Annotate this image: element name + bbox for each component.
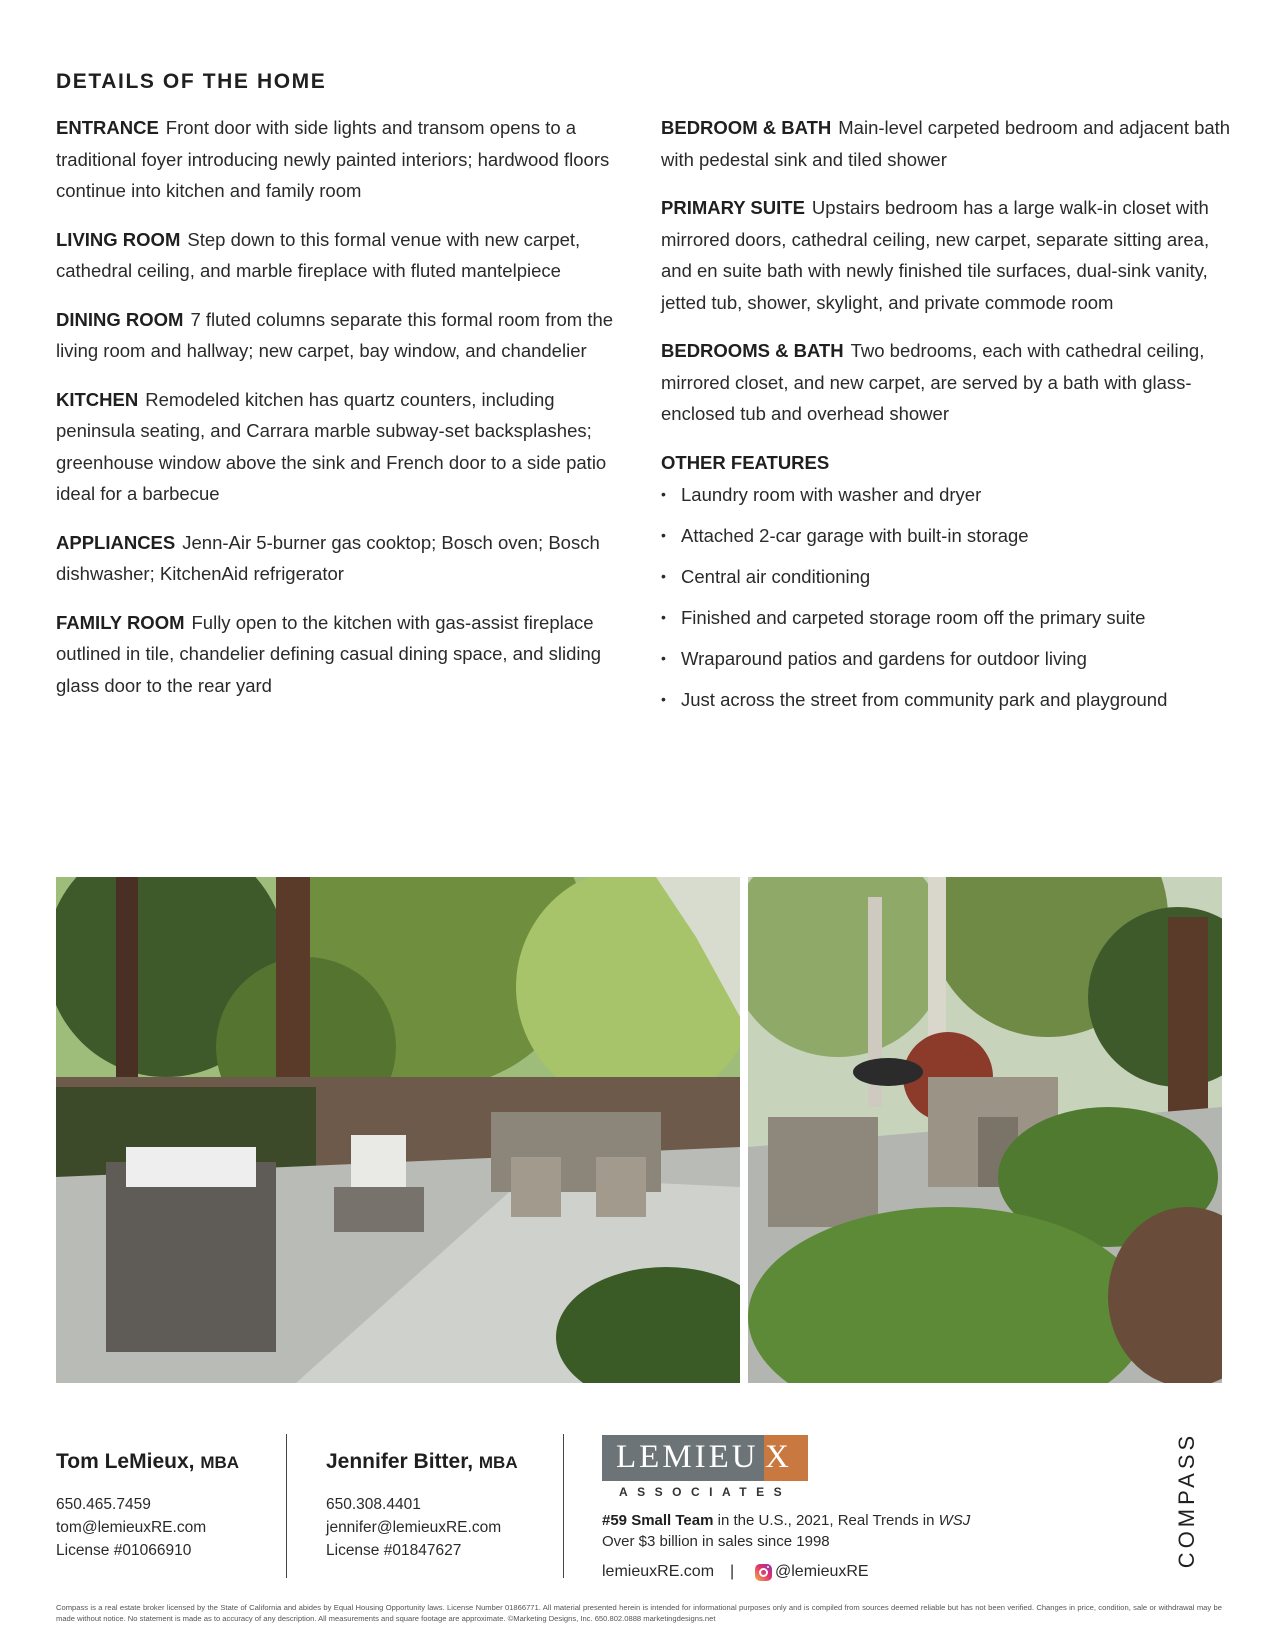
detail-primary-suite [661,192,1231,318]
agent-email[interactable]: jennifer@lemieuxRE.com [326,1519,502,1536]
instagram-handle[interactable]: @lemieuxRE [775,1563,869,1580]
feature-text: Attached 2-car garage with built-in storage [681,524,1029,546]
agent-phone[interactable]: 650.465.7459 [56,1496,151,1513]
detail-entrance [56,112,616,207]
ranking-text: in the U.S., 2021, Real Trends in [713,1512,939,1529]
logo-x: X [765,1439,789,1475]
detail-bedroom-bath [661,112,1231,175]
agent-phone[interactable]: 650.308.4401 [326,1496,421,1513]
details-left-column [56,112,616,718]
bullet-icon: • [661,485,666,502]
logo-word: LEMIEU [616,1439,759,1475]
other-features-title: OTHER FEATURES [661,451,830,473]
detail-text: Step down to this formal venue with new carpet, cathedral ceiling, and marble fireplace with fluted mantelpiece [56,228,581,281]
detail-dining-room [56,304,616,367]
divider [286,1434,287,1578]
detail-label: BEDROOM & BATH [661,117,832,138]
detail-appliances [56,527,616,590]
link-separator: | [730,1563,735,1580]
detail-text: Fully open to the kitchen with gas-assist fireplace outlined in tile, chandelier defining casual dining space, and sliding glass door to the rear yard [56,611,602,696]
other-features-list [661,482,1231,712]
detail-label: ENTRANCE [56,117,159,138]
detail-label: FAMILY ROOM [56,611,185,633]
feature-text: Central air conditioning [681,565,871,587]
detail-bedrooms-bath [661,335,1231,430]
feature-text: Wraparound patios and gardens for outdoor living [681,647,1087,669]
bullet-icon: • [661,526,666,543]
website-link[interactable]: lemieuxRE.com [602,1563,715,1580]
agent-email[interactable]: tom@lemieuxRE.com [56,1519,207,1536]
list-item [661,687,1231,712]
agent-license: License #01066910 [56,1542,192,1559]
feature-text: Laundry room with washer and dryer [681,483,982,505]
detail-label: KITCHEN [56,388,139,410]
patio-photo-left [56,877,740,1383]
agent-credential: MBA [200,1453,240,1472]
feature-text: Just across the street from community park and playground [681,688,1168,710]
list-item [661,605,1231,630]
divider [563,1434,564,1578]
agent-name [326,1448,518,1477]
detail-text: Remodeled kitchen has quartz counters, including peninsula seating, and Carrara marble subway-set backsplashes; greenhouse window above the sink and French door to a side patio ideal for a barbecue [56,388,607,504]
bullet-icon: • [661,649,666,666]
detail-text: Jenn-Air 5-burner gas cooktop; Bosch oven; Bosch dishwasher; KitchenAid refrigerator [56,531,600,584]
detail-text: 7 fluted columns separate this formal room from the living room and hallway; new carpet, bay window, and chandelier [56,308,614,361]
lemieux-logo [602,1435,808,1481]
detail-label: PRIMARY SUITE [661,197,805,218]
bullet-icon: • [661,567,666,584]
detail-family-room [56,607,616,702]
ranking-bold: #59 Small Team [602,1512,714,1529]
list-item [661,646,1231,671]
logo-associates: ASSOCIATES [619,1485,792,1499]
detail-label: BEDROOMS & BATH [661,340,844,361]
agent-license: License #01847627 [326,1542,462,1559]
ranking-source: WSJ [938,1512,971,1529]
bullet-icon: • [661,690,666,707]
legal-disclaimer: Compass is a real estate broker licensed by the State of California and abides by Equal Housing Opportunity laws. License Number 01866771. All material presented herein is intended for informational purposes only and is compiled from sources deemed reliable but has not been verified. Changes in price, condition, sale or withdrawal may be made without notice. No statement is made as to accuracy of any description. All measurements and square footage are approximate. ©Marketing Designs, Inc. 650.802.0888 marketingdesigns.net [56,1603,1222,1623]
sales-statement: Over $3 billion in sales since 1998 [602,1533,830,1550]
detail-label: LIVING ROOM [56,228,181,250]
list-item [661,482,1231,507]
detail-label: DINING ROOM [56,308,184,330]
detail-text: Upstairs bedroom has a large walk-in closet with mirrored doors, cathedral ceiling, new carpet, separate sitting area, and en suite bath with newly finished tile surfaces, dual-sink vanity, jetted tub, shower, skylight, and private commode room [661,197,1210,313]
agent-name [56,1448,239,1477]
bullet-icon: • [661,608,666,625]
page-heading: DETAILS OF THE HOME [56,70,327,93]
list-item [661,523,1231,548]
agent-name-text: Tom LeMieux, [56,1450,195,1473]
compass-logo: COMPASS [1174,1431,1199,1569]
feature-text: Finished and carpeted storage room off the primary suite [681,606,1146,628]
detail-label: APPLIANCES [56,531,176,553]
team-ranking [602,1510,970,1531]
instagram-icon[interactable] [755,1564,772,1581]
agent-tom [56,1448,239,1562]
agent-name-text: Jennifer Bitter, [326,1450,474,1473]
agent-jennifer [326,1448,518,1562]
detail-text: Front door with side lights and transom opens to a traditional foyer introducing newly painted interiors; hardwood floors continue into kitchen and family room [56,117,610,201]
agent-credential: MBA [478,1453,518,1472]
details-right-column [661,112,1231,728]
detail-text: Two bedrooms, each with cathedral ceiling, mirrored closet, and new carpet, are served by a bath with glass-enclosed tub and overhead shower [661,340,1205,424]
detail-text: Main-level carpeted bedroom and adjacent bath with pedestal sink and tiled shower [661,117,1231,170]
patio-photo-right [748,877,1222,1383]
detail-kitchen [56,384,616,510]
list-item [661,564,1231,589]
detail-living-room [56,224,616,287]
